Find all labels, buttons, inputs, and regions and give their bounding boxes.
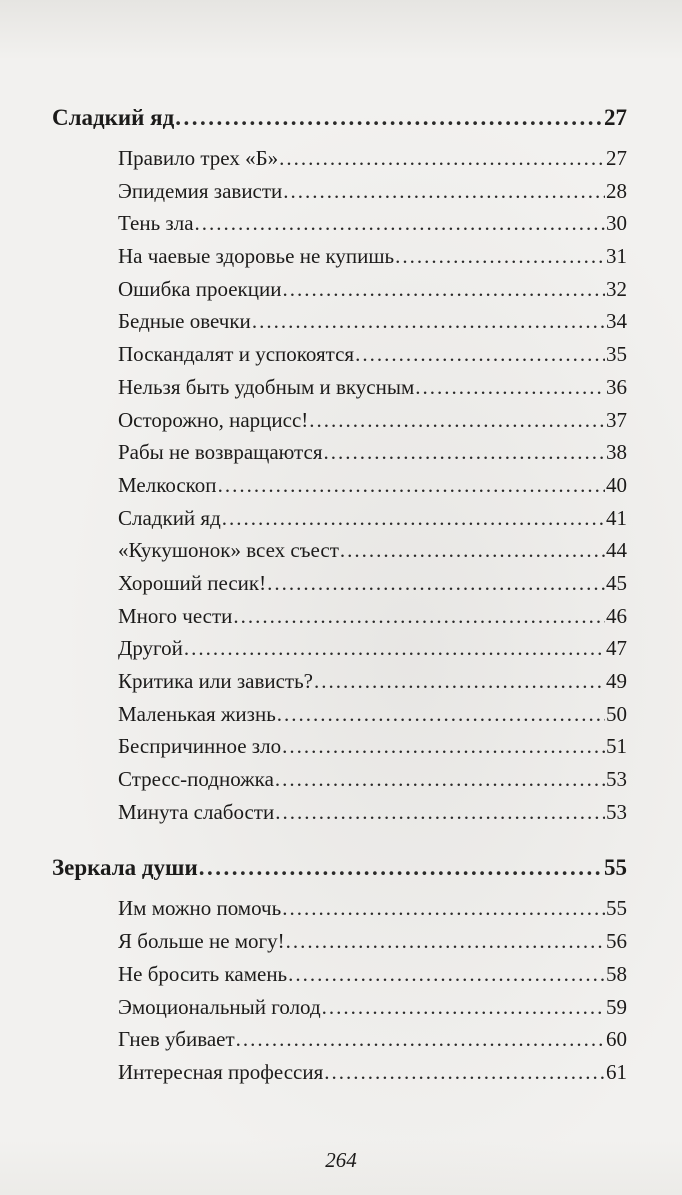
entry-title: Другой [118, 636, 183, 661]
toc-entry [52, 404, 627, 437]
entry-page-number: 31 [606, 244, 627, 269]
toc-entry [52, 338, 627, 371]
page-number: 264 [325, 1148, 357, 1172]
dot-leader [252, 305, 605, 338]
entry-page-number: 40 [606, 472, 627, 497]
entry-page-number: 55 [606, 896, 627, 921]
entry-page-number: 50 [606, 701, 627, 726]
entry-title: На чаевые здоровье не купишь [118, 244, 395, 269]
entry-title: Поскандалят и успокоятся [118, 342, 355, 367]
toc-entry [52, 567, 627, 600]
toc-entry [52, 305, 627, 338]
dot-leader [282, 273, 605, 306]
entry-page-number: 32 [606, 276, 627, 301]
dot-leader [222, 502, 605, 535]
entry-title: Бедные овечки [118, 309, 251, 334]
entry-page-number: 58 [606, 961, 627, 986]
dot-leader [275, 763, 605, 796]
entry-title: Сладкий яд [118, 505, 221, 530]
dot-leader [282, 730, 605, 763]
entry-page-number: 36 [606, 374, 627, 399]
dot-leader [277, 698, 605, 731]
entry-title: Мелкоскоп [118, 472, 217, 497]
entry-page-number: 51 [606, 734, 627, 759]
toc-chapter-entry [52, 96, 627, 140]
entry-title: Хороший песик! [118, 570, 267, 595]
dot-leader [279, 142, 605, 175]
toc-entry [52, 600, 627, 633]
entry-title: Минута слабости [118, 799, 275, 824]
entry-title: Эпидемия зависти [118, 178, 283, 203]
dot-leader [288, 958, 605, 991]
dot-leader [184, 632, 605, 665]
toc-entry [52, 991, 627, 1024]
entry-title: Много чести [118, 603, 233, 628]
chapter-page-number: 27 [604, 105, 627, 130]
dot-leader [323, 436, 605, 469]
dot-leader [322, 991, 605, 1024]
entry-page-number: 27 [606, 146, 627, 170]
entry-page-number: 61 [606, 1059, 627, 1084]
entry-title: Рабы не возвращаются [118, 440, 323, 465]
toc-entry [52, 892, 627, 925]
dot-leader [415, 371, 605, 404]
dot-leader [233, 600, 605, 633]
dot-leader [267, 567, 605, 600]
section-gap [52, 828, 627, 846]
chapter-page-number: 55 [604, 855, 627, 881]
dot-leader [275, 796, 605, 829]
entry-page-number: 37 [606, 407, 627, 432]
toc-entry [52, 698, 627, 731]
entry-page-number: 59 [606, 994, 627, 1019]
dot-leader [283, 175, 605, 208]
dot-leader [309, 404, 605, 437]
toc-entry [52, 763, 627, 796]
entry-page-number: 41 [606, 505, 627, 530]
chapter-title: Сладкий яд [52, 105, 175, 130]
toc-entry [52, 958, 627, 991]
entry-page-number: 28 [606, 178, 627, 203]
dot-leader [395, 240, 605, 273]
entry-title: Интересная профессия [118, 1059, 324, 1084]
toc-entry [52, 925, 627, 958]
dot-leader [340, 534, 605, 567]
entry-page-number: 44 [606, 538, 627, 563]
toc-entry [52, 730, 627, 763]
toc-entry [52, 240, 627, 273]
dot-leader [355, 338, 605, 371]
dot-leader [175, 96, 603, 140]
toc-entry [52, 796, 627, 829]
toc-entry [52, 371, 627, 404]
dot-leader [286, 925, 605, 958]
entry-title: Ошибка проекции [118, 276, 282, 301]
dot-leader [282, 892, 605, 925]
entry-title: Я больше не могу! [118, 929, 285, 954]
entry-page-number: 47 [606, 636, 627, 661]
entry-title: Не бросить камень [118, 961, 288, 986]
entry-page-number: 53 [606, 799, 627, 824]
entry-page-number: 60 [606, 1027, 627, 1052]
dot-leader [236, 1023, 605, 1056]
entry-title: Осторожно, нарцисс! [118, 407, 309, 432]
toc-entry [52, 665, 627, 698]
entry-page-number: 30 [606, 211, 627, 236]
dot-leader [195, 207, 605, 240]
entry-page-number: 34 [606, 309, 627, 334]
entry-title: Правило трех «Б» [118, 146, 279, 170]
entry-page-number: 46 [606, 603, 627, 628]
toc-entry [52, 436, 627, 469]
entry-page-number: 45 [606, 570, 627, 595]
toc-entry [52, 142, 627, 175]
toc-entry [52, 632, 627, 665]
toc-entry [52, 207, 627, 240]
entry-title: Критика или зависть? [118, 669, 313, 693]
entry-title: Эмоциональный голод [118, 994, 321, 1019]
toc-chapter-entry [52, 846, 627, 890]
entry-title: Гнев убивает [118, 1027, 235, 1052]
entry-page-number: 56 [606, 929, 627, 954]
toc-entry [52, 175, 627, 208]
entry-title: Стресс-подножка [118, 767, 274, 792]
entry-title: Им можно помочь [118, 896, 282, 921]
entry-title: Тень зла [118, 211, 194, 236]
entry-page-number: 35 [606, 342, 627, 367]
entry-title: «Кукушонок» всех съест [118, 538, 339, 563]
table-of-contents [52, 96, 627, 1089]
toc-entry [52, 1023, 627, 1056]
dot-leader [199, 846, 603, 890]
toc-entry [52, 1056, 627, 1089]
dot-leader [314, 665, 605, 698]
toc-entry [52, 502, 627, 535]
entry-title: Маленькая жизнь [118, 701, 276, 726]
toc-entry [52, 273, 627, 306]
toc-entry [52, 534, 627, 567]
chapter-title: Зеркала души [52, 855, 198, 881]
entry-page-number: 49 [606, 669, 627, 693]
entry-page-number: 38 [606, 440, 627, 465]
entry-page-number: 53 [606, 767, 627, 792]
entry-title: Нельзя быть удобным и вкусным [118, 374, 415, 399]
dot-leader [324, 1056, 605, 1089]
toc-entry [52, 469, 627, 502]
entry-title: Беспричинное зло [118, 734, 282, 759]
dot-leader [218, 469, 605, 502]
